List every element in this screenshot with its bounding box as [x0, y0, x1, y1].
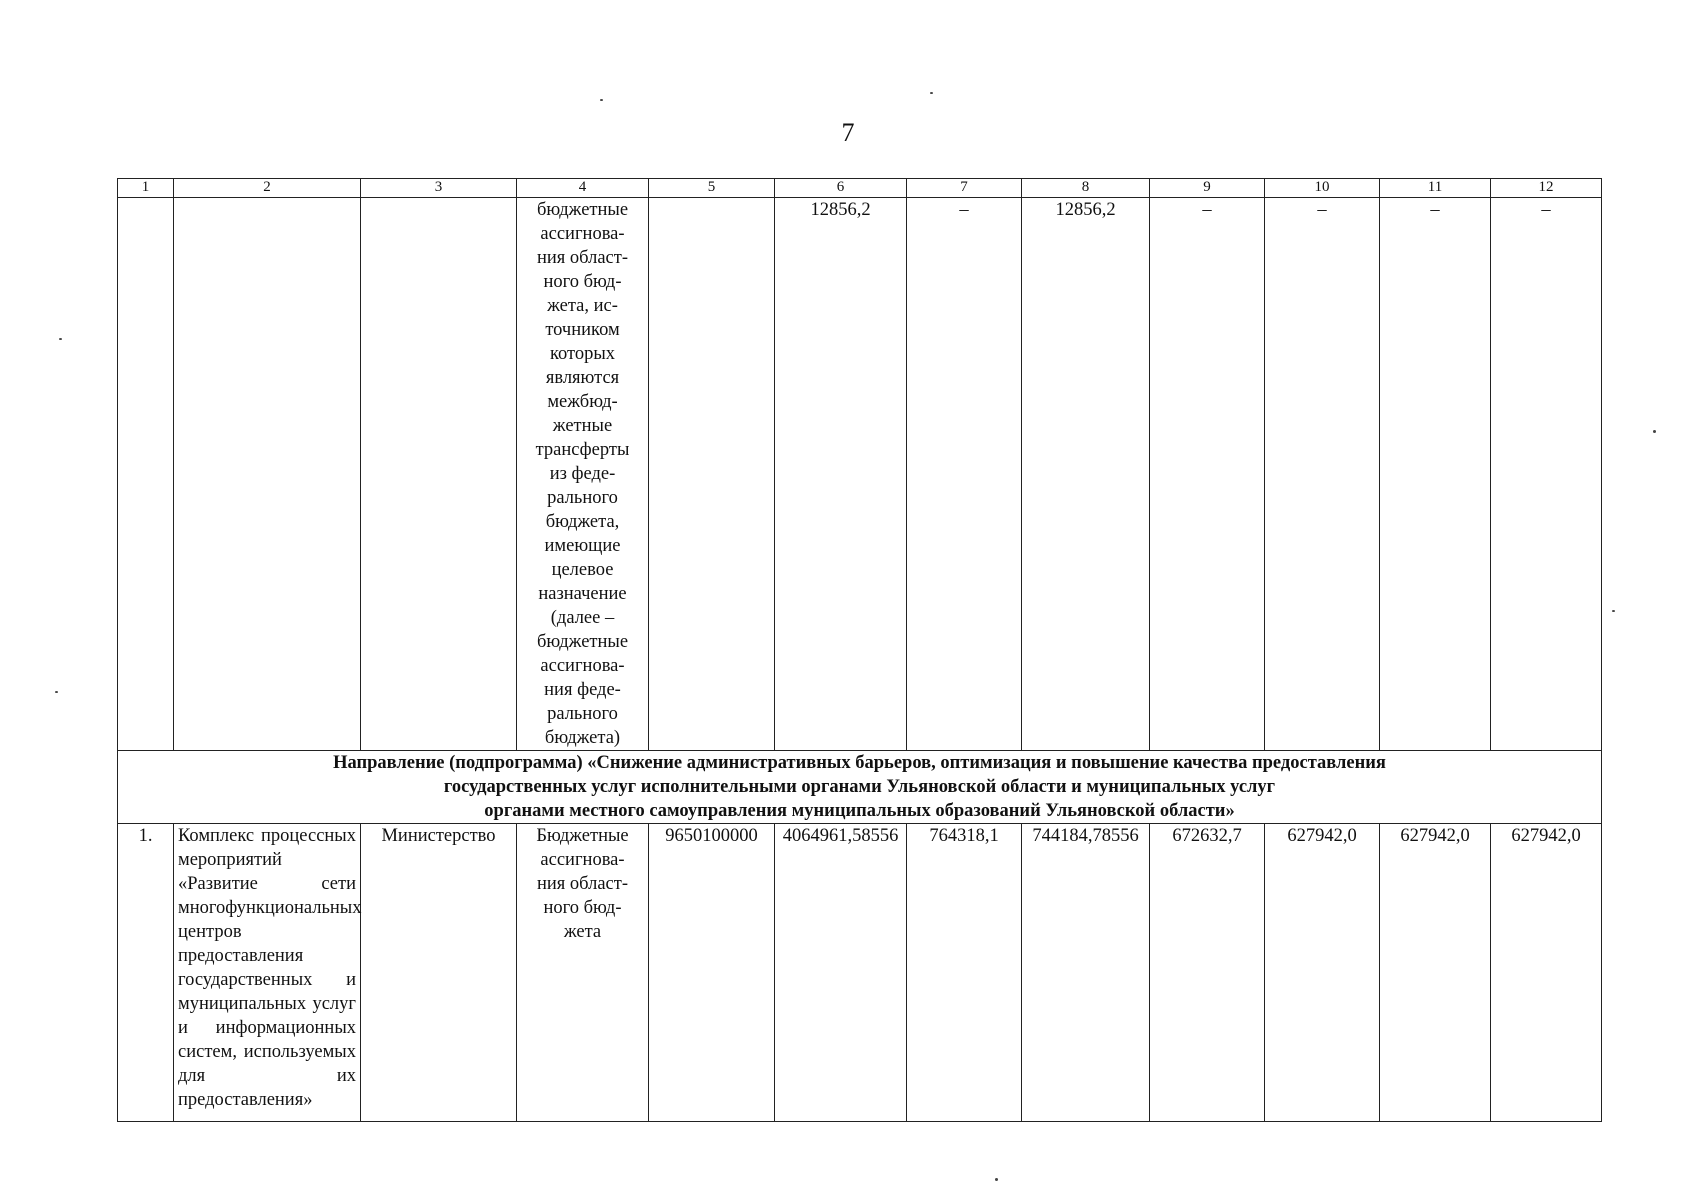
- funding-source-line: межбюд-: [547, 392, 618, 412]
- year-amount: 12856,2: [1022, 198, 1150, 751]
- column-number: 1: [118, 179, 174, 198]
- column-number: 9: [1150, 179, 1265, 198]
- funding-source-line: бюджетные: [536, 632, 629, 652]
- funding-source-line: ассигнова-: [540, 224, 625, 244]
- funding-source-line: из феде-: [549, 464, 616, 484]
- scan-speck: [600, 99, 603, 101]
- year-amount: 764318,1: [907, 824, 1022, 1122]
- year-amount: 627942,0: [1491, 824, 1602, 1122]
- row-index: 1.: [118, 824, 174, 1122]
- continuation-index-cell: [118, 198, 174, 751]
- column-number: 2: [174, 179, 361, 198]
- year-amount: 627942,0: [1380, 824, 1491, 1122]
- column-number: 6: [775, 179, 907, 198]
- year-amount: 627942,0: [1265, 824, 1380, 1122]
- funding-source-line: Бюджетные: [536, 826, 629, 846]
- scan-speck: [995, 1178, 998, 1181]
- funding-source-line: бюджетные: [536, 200, 629, 220]
- continuation-code-cell: [649, 198, 775, 751]
- total-amount: 12856,2: [775, 198, 907, 751]
- direction-heading-line: органами местного самоуправления муниципальных образований Ульяновской области»: [484, 801, 1235, 821]
- column-number-row: [118, 179, 1602, 198]
- funding-source-line: являются: [545, 368, 620, 388]
- year-amount: –: [1491, 198, 1602, 751]
- scan-speck: [55, 691, 58, 693]
- column-number: 5: [649, 179, 775, 198]
- funding-source-line: рального: [547, 704, 618, 724]
- measure-row: [118, 824, 1602, 1122]
- measure-name: Комплекс процессных мероприятий «Развитие сети многофункциональных центров предоставления государственных и муниципальных услуг и информационных систем, используемых для их предоставления»: [174, 824, 361, 1122]
- total-amount: 4064961,58556: [775, 824, 907, 1122]
- continuation-name-cell: [174, 198, 361, 751]
- funding-source-line: целевое: [551, 560, 614, 580]
- funding-source-line: назначение: [538, 584, 627, 604]
- column-number: 7: [907, 179, 1022, 198]
- direction-heading-line: Направление (подпрограмма) «Снижение административных барьеров, оптимизация и повышение качества предоставления: [333, 753, 1386, 773]
- funding-source-line: жета: [563, 922, 602, 942]
- page-number: 7: [841, 118, 855, 147]
- scan-speck: [1653, 430, 1656, 433]
- funding-source-line: жетные: [552, 416, 613, 436]
- year-amount: 672632,7: [1150, 824, 1265, 1122]
- column-number: 4: [517, 179, 649, 198]
- direction-heading-line: государственных услуг исполнительными органами Ульяновской области и муниципальных услуг: [443, 777, 1276, 797]
- funding-source-line: ассигнова-: [540, 850, 625, 870]
- column-number: 11: [1380, 179, 1491, 198]
- budget-table-wrapper: [117, 178, 1601, 1122]
- year-amount: 744184,78556: [1022, 824, 1150, 1122]
- funding-source-line: рального: [547, 488, 618, 508]
- executor: Министерство: [361, 824, 517, 1122]
- scan-speck: [59, 338, 62, 340]
- funding-source-line: имеющие: [544, 536, 621, 556]
- funding-source-line: ассигнова-: [540, 656, 625, 676]
- funding-source-line: бюджета): [544, 728, 621, 748]
- scan-speck: [930, 92, 933, 94]
- funding-source-text: [521, 198, 644, 750]
- funding-source-line: трансферты: [535, 440, 630, 460]
- funding-source-line: бюджета,: [545, 512, 620, 532]
- column-number: 12: [1491, 179, 1602, 198]
- budget-code: 9650100000: [649, 824, 775, 1122]
- funding-source-line: точником: [545, 320, 620, 340]
- direction-heading-row: [118, 751, 1602, 824]
- funding-source-line: ного бюд-: [543, 898, 622, 918]
- year-amount: –: [1380, 198, 1491, 751]
- funding-source-cell: [517, 198, 649, 751]
- funding-source-text: [521, 824, 644, 944]
- funding-source-cell: [517, 824, 649, 1122]
- column-number: 3: [361, 179, 517, 198]
- column-number: 8: [1022, 179, 1150, 198]
- funding-source-line: ния феде-: [544, 680, 621, 700]
- scan-speck: [1612, 610, 1615, 612]
- year-amount: –: [907, 198, 1022, 751]
- funding-source-line: ния област-: [536, 248, 629, 268]
- year-amount: –: [1150, 198, 1265, 751]
- budget-table: [117, 178, 1602, 1122]
- funding-source-line: (далее –: [550, 608, 615, 628]
- funding-source-line: ния област-: [536, 874, 629, 894]
- funding-source-line: ного бюд-: [543, 272, 622, 292]
- column-number: 10: [1265, 179, 1380, 198]
- funding-source-line: жета, ис-: [547, 296, 618, 316]
- year-amount: –: [1265, 198, 1380, 751]
- direction-heading: [118, 751, 1602, 824]
- funding-source-line: которых: [549, 344, 616, 364]
- continuation-row: [118, 198, 1602, 751]
- continuation-executor-cell: [361, 198, 517, 751]
